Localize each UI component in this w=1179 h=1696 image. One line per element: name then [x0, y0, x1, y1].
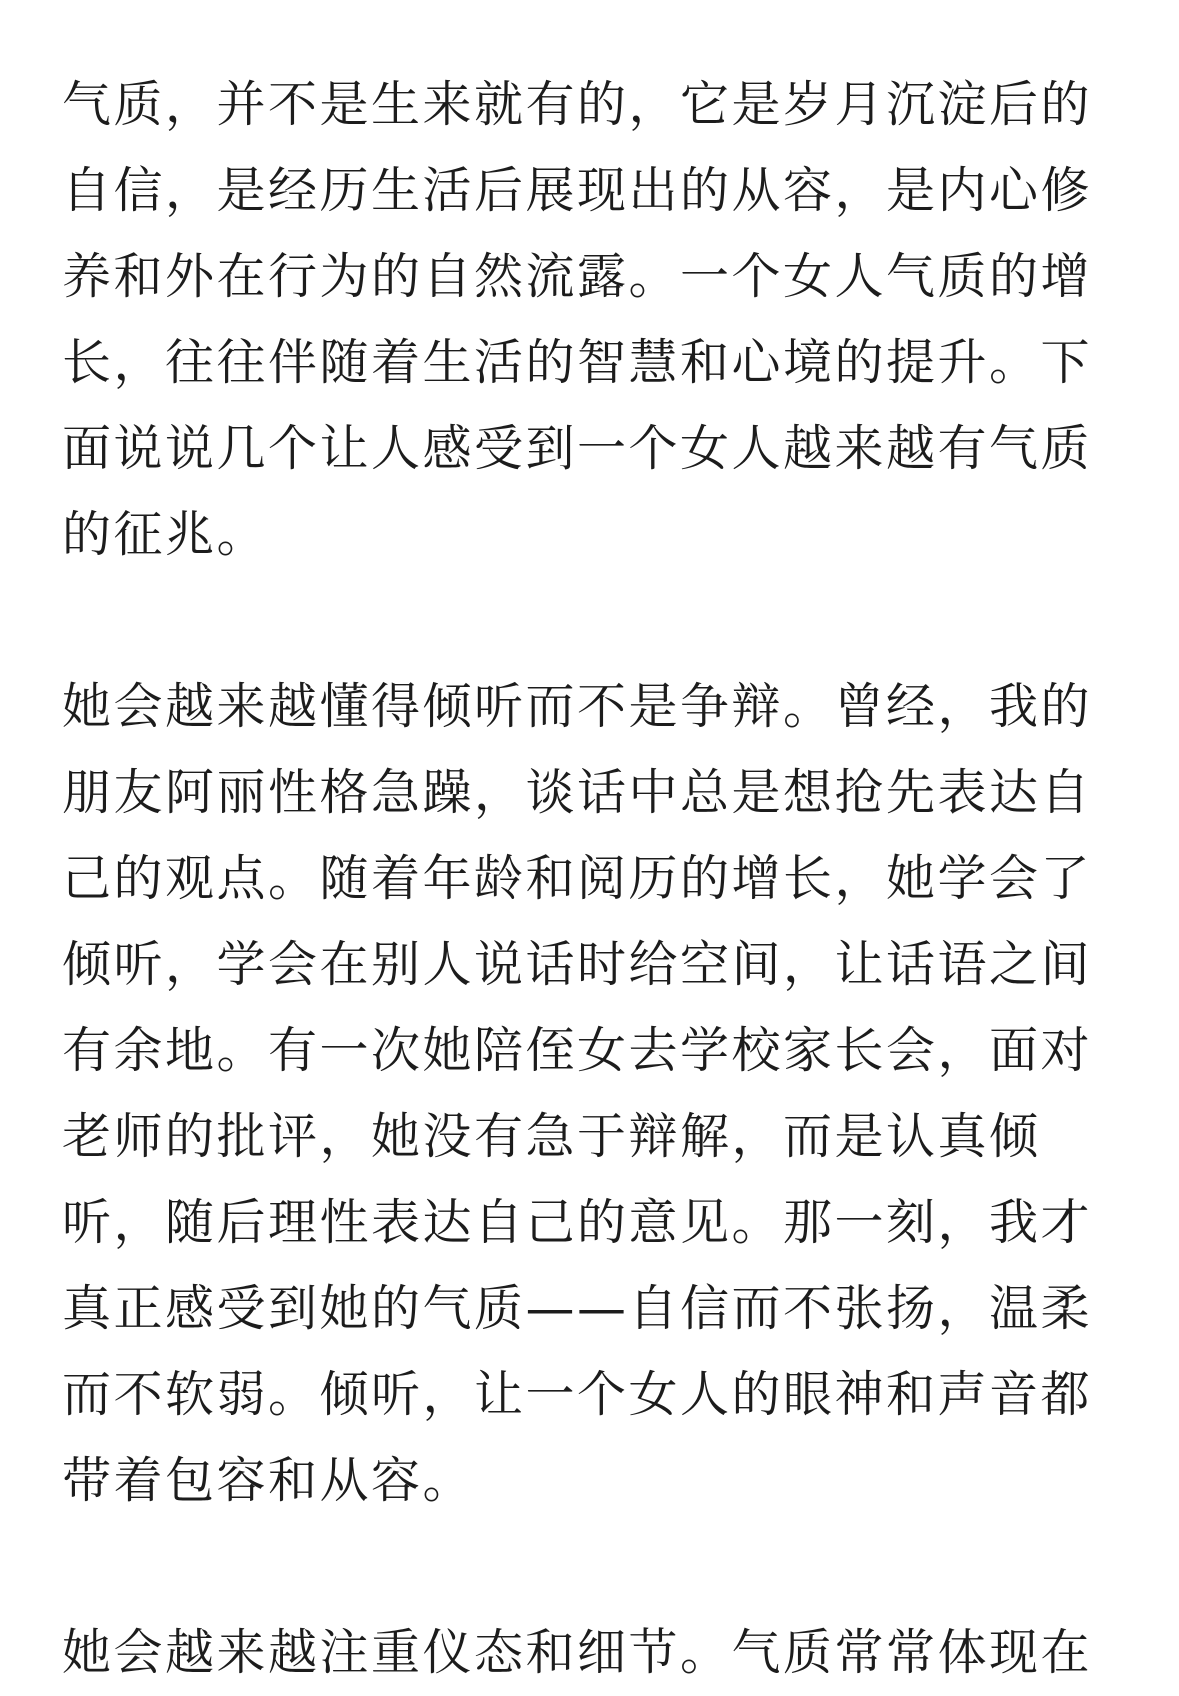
text-line: 而不软弱。倾听，让一个女人的眼神和声音都 — [62, 1366, 1093, 1423]
text-line: 气质，并不是生来就有的，它是岁月沉淀后的 — [62, 76, 1093, 133]
text-line: 带着包容和从容。 — [62, 1452, 475, 1509]
paragraph-listening — [62, 664, 1117, 1524]
text-line: 倾听，学会在别人说话时给空间，让话语之间 — [62, 936, 1093, 993]
text-line: 老师的批评，她没有急于辩解，而是认真倾 — [62, 1108, 1041, 1165]
text-line: 长，往往伴随着生活的智慧和心境的提升。下 — [62, 334, 1093, 391]
text-line: 己的观点。随着年龄和阅历的增长，她学会了 — [62, 850, 1093, 907]
text-line: 面说说几个让人感受到一个女人越来越有气质 — [62, 420, 1093, 477]
text-line: 她会越来越懂得倾听而不是争辩。曾经，我的 — [62, 678, 1093, 735]
text-line: 自信，是经历生活后展现出的从容，是内心修 — [62, 162, 1093, 219]
text-line: 朋友阿丽性格急躁，谈话中总是想抢先表达自 — [62, 764, 1093, 821]
text-line: 养和外在行为的自然流露。一个女人气质的增 — [62, 248, 1093, 305]
text-line: 她会越来越注重仪态和细节。气质常常体现在 — [62, 1624, 1093, 1681]
paragraph-demeanor — [62, 1610, 1117, 1696]
text-line: 有余地。有一次她陪侄女去学校家长会，面对 — [62, 1022, 1093, 1079]
text-line: 的征兆。 — [62, 506, 269, 563]
text-line: 真正感受到她的气质——自信而不张扬，温柔 — [62, 1280, 1093, 1337]
paragraph-intro — [62, 62, 1117, 578]
text-line: 听，随后理性表达自己的意见。那一刻，我才 — [62, 1194, 1093, 1251]
